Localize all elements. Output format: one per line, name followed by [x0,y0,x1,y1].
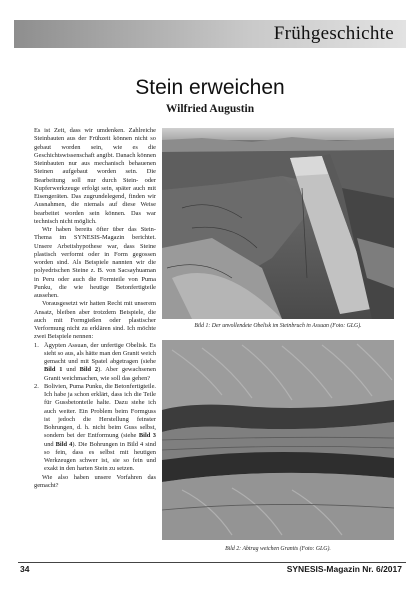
figure-caption-2: Bild 2: Abtrag weichen Granits (Foto: GLG). [225,546,331,552]
section-title: Frühgeschichte [273,23,394,44]
list-text: Bolivien, Puma Punku, die Betonfertigteile. Ich habe ja schon erklärt, dass ich die Teile für Gussbetonteile halte. Dazu stehe ich auch weiter. Ein Problem beim Formguss ist jedoch die Herstellung feinster Bohrungen, d. h. nicht beim Guss selbst, sondern bei der Entformung (siehe [44,382,156,440]
list-text: Ägypten Assuan, der unfertige Obelisk. Es sieht so aus, als hätte man den Granit weich gemacht und mit Spatel abgetragen (siehe [44,341,156,365]
paragraph-closing: Wie also haben unsere Vorfahren das gemacht? [34,473,156,489]
list-text: und [44,440,56,448]
page-number: 34 [20,564,30,574]
paragraph-examples: Vorausgesetzt wir hatten Recht mit unserem Ansatz, bleiben aber trotzdem Beispiele, die auch mit Formgießen oder plastischer Verformung nicht zu erklären sind. Ich möchte zwei Beispiele nennen: [34,300,156,341]
paragraph-intro: Es ist Zeit, dass wir umdenken. Zahlreiche Steinbauten aus der Frühzeit können nicht so gebaut worden sein, wie es die Geschichtswissenschaft angibt. Danach können Steinbauten nur aus mechanisch behauenen Steinen aufgebaut worden sein. Die Bearbeitung soll nur durch Stein- oder Kupferwerkzeuge erfolgt sein, später auch mit Eisengeräten. Das zugrundelegend, finden wir Ausnahmen, die niemals auf diese Weise bearbeitet worden sein können. Das war technisch nicht möglich. [34,127,156,225]
paragraph-synesis: Wir haben bereits öfter über das Stein-Thema im SYNESIS-Magazin berichtet. Unsere Arbeitshypothese war, dass Steine plastisch verformt oder in Form gegossen worden sind. Als Beispiele nannten wir die polyedrischen Steine z. B. von Sacsayhuaman in Peru oder auch die Formteile von Puma Punku, die wie heutige Betonfertigteile aussehen. [34,226,156,299]
list-item-puma-punku [34,383,156,474]
article-author: Wilfried Augustin [165,103,255,115]
article-body [34,127,156,559]
article-title: Stein erweichen [135,76,285,99]
list-text: ). Die Bohrungen in Bild 4 sind so fein, dass es selbst mit heutigen Werkzeugen schwer ist, sie so fein und exakt in den harten Stein zu setzen. [44,440,156,473]
figure-reference: Bild 1 [44,366,63,374]
granite-photo [162,340,394,540]
list-text: und [62,366,80,374]
list-item-assuan [34,342,156,383]
figure-reference: Bild 2 [79,366,99,374]
list-number: 1. [34,341,39,349]
figure-caption-1: Bild 1: Der unvollendete Obelisk im Steinbruch in Assuan (Foto: GLG). [194,323,362,329]
obelisk-photo [162,128,394,319]
figure-reference: Bild 4 [55,440,73,448]
magazine-issue: SYNESIS-Magazin Nr. 6/2017 [286,564,402,574]
footer-divider [18,562,406,563]
list-text: ). Aber gewachsenen Granit weichmachen, wie soll das gehen? [44,366,156,382]
example-list [34,342,156,474]
list-number: 2. [34,382,39,390]
figure-reference: Bild 3 [138,432,156,440]
